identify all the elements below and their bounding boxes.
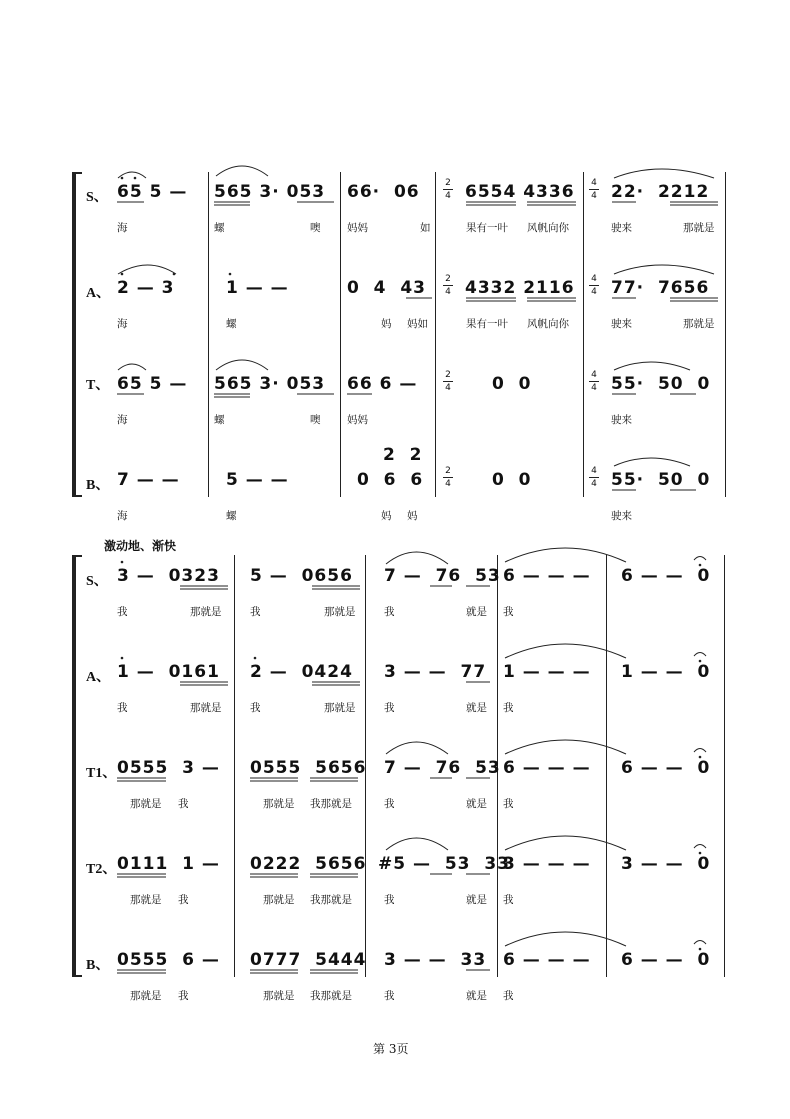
measure: 565 3· 053 (214, 374, 326, 394)
measure: 6 — — — (503, 758, 591, 778)
measure: 0 4 43 (347, 278, 426, 298)
lyric: 那就是 (130, 990, 162, 1002)
time-signature-2-4: 2 4 (443, 370, 453, 393)
measure: 3 — — 33 (384, 950, 487, 970)
measure: 65 5 — (117, 374, 188, 394)
lyric: 我 (178, 798, 189, 810)
time-signature-2-4: 2 4 (443, 466, 453, 489)
lyric: 我 (503, 990, 514, 1002)
time-signature-4-4: 4 4 (589, 274, 599, 297)
measure: 7 — 76 53 (384, 758, 501, 778)
lyric: 海 (117, 510, 128, 522)
part-label-bass: B、 (86, 478, 110, 493)
slur (614, 169, 714, 178)
measure: 55· 50 0 (611, 374, 711, 394)
octave-dot (254, 657, 257, 660)
measure: 1 — — (226, 278, 289, 298)
lyric: 妈妈 (347, 414, 368, 426)
lyric: 妈妈 (347, 222, 368, 234)
lyric: 那就是 (130, 798, 162, 810)
measure: 6 — — — (503, 950, 591, 970)
octave-dot (699, 852, 702, 855)
part-label-tenor-1: T1、 (86, 766, 117, 781)
lyric: 我 (117, 606, 128, 618)
lyric: 我 (503, 702, 514, 714)
slur (614, 458, 690, 466)
lyric: 我那就是 (310, 990, 352, 1002)
lyric: 螺 (214, 222, 225, 234)
lyric: 我 (250, 606, 261, 618)
measure: 7 — 76 53 (384, 566, 501, 586)
lyric: 那就是 (130, 894, 162, 906)
lyric: 我 (117, 702, 128, 714)
measure: 565 3· 053 (214, 182, 326, 202)
measure: 65 5 — (117, 182, 188, 202)
lyric: 螺 (226, 510, 237, 522)
lyric: 我 (384, 702, 395, 714)
part-label-tenor-2: T2、 (86, 862, 117, 877)
octave-dot (699, 948, 702, 951)
measure: 2 — 3 (117, 278, 175, 298)
lyric: 那就是 (683, 222, 715, 234)
part-label-soprano: S、 (86, 190, 108, 205)
lyric: 妈 (381, 318, 392, 330)
measure: 22· 2212 (611, 182, 710, 202)
lyric: 我 (503, 606, 514, 618)
lyric: 噢 (310, 222, 321, 234)
measure: 6 — — 0 (621, 950, 711, 970)
octave-dot (121, 561, 124, 564)
measure: 0111 1 — (117, 854, 220, 874)
measure: 5 — — (226, 470, 289, 490)
measure: 0 6 6 (357, 470, 424, 490)
measure: 0555 3 — (117, 758, 220, 778)
octave-dot (121, 657, 124, 660)
lyric: 那就是 (324, 606, 356, 618)
measure: 0555 5656 (250, 758, 367, 778)
slur (505, 740, 626, 754)
measure: 6 — — — (503, 566, 591, 586)
fermata (694, 749, 706, 753)
lyric: 那就是 (190, 702, 222, 714)
lyric: 螺 (214, 414, 225, 426)
slur (505, 836, 626, 850)
measure: 7 — — (117, 470, 180, 490)
slur (505, 932, 626, 946)
slur (386, 742, 448, 754)
lyric: 那就是 (190, 606, 222, 618)
octave-dot (173, 273, 176, 276)
part-label-alto: A、 (86, 286, 111, 301)
lyric: 海 (117, 222, 128, 234)
lyric: 果有一叶 (466, 222, 508, 234)
measure: 4332 2116 (465, 278, 575, 298)
time-signature-4-4: 4 4 (589, 466, 599, 489)
measure: 1 — — — (503, 662, 591, 682)
lyric: 噢 (310, 414, 321, 426)
fermata (694, 557, 706, 561)
measure: 66 6 — (347, 374, 418, 394)
octave-dot (121, 273, 124, 276)
slur (118, 364, 146, 370)
lyric: 驶来 (611, 318, 632, 330)
lyric: 果有一叶 (466, 318, 508, 330)
part-label-alto: A、 (86, 670, 111, 685)
lyric: 驶来 (611, 414, 632, 426)
measure: 0777 5444 (250, 950, 367, 970)
lyric: 风帆向你 (527, 318, 569, 330)
measure: 1 — — 0 (621, 662, 711, 682)
slur (118, 265, 176, 274)
measure: #5 — 53 33 (378, 854, 510, 874)
lyric: 就是 (466, 894, 487, 906)
measure: 0555 6 — (117, 950, 220, 970)
part-label-soprano: S、 (86, 574, 108, 589)
measure: 5 — 0656 (250, 566, 353, 586)
measure-upper-voice: 2 2 (383, 445, 423, 465)
fermata (694, 845, 706, 849)
lyric: 那就是 (324, 702, 356, 714)
measure: 1 — 0161 (117, 662, 220, 682)
measure: 3 — — — (503, 854, 591, 874)
lyric: 就是 (466, 798, 487, 810)
fermata (694, 653, 706, 657)
time-signature-2-4: 2 4 (443, 274, 453, 297)
octave-dot (134, 177, 137, 180)
measure: 3 — — 77 (384, 662, 487, 682)
lyric: 我 (384, 990, 395, 1002)
slur (505, 644, 626, 658)
slur (386, 552, 448, 564)
part-label-bass: B、 (86, 958, 110, 973)
slur (614, 265, 714, 274)
measure: 0 0 (492, 374, 532, 394)
measure: 3 — — 0 (621, 854, 711, 874)
lyric: 我 (384, 894, 395, 906)
measure: 0 0 (492, 470, 532, 490)
lyric: 海 (117, 318, 128, 330)
lyric: 风帆向你 (527, 222, 569, 234)
lyric: 我 (384, 798, 395, 810)
lyric: 驶来 (611, 222, 632, 234)
part-label-tenor: T、 (86, 378, 110, 393)
octave-dot (121, 177, 124, 180)
lyric: 我 (503, 798, 514, 810)
time-signature-2-4: 2 4 (443, 178, 453, 201)
lyric: 螺 (226, 318, 237, 330)
lyric: 我 (503, 894, 514, 906)
lyric: 驶来 (611, 510, 632, 522)
octave-dot (699, 660, 702, 663)
fermata (694, 941, 706, 945)
octave-dot (699, 756, 702, 759)
slur (614, 362, 690, 370)
lyric: 那就是 (263, 894, 295, 906)
measure: 6554 4336 (465, 182, 575, 202)
slur (386, 838, 448, 850)
slur (505, 548, 626, 562)
tempo-marking: 激动地、渐快 (104, 539, 177, 553)
lyric: 我 (384, 606, 395, 618)
measure: 77· 7656 (611, 278, 710, 298)
measure: 55· 50 0 (611, 470, 711, 490)
lyric: 那就是 (263, 798, 295, 810)
time-signature-4-4: 4 4 (589, 178, 599, 201)
measure: 66· 06 (347, 182, 420, 202)
measure: 6 — — 0 (621, 566, 711, 586)
lyric: 就是 (466, 990, 487, 1002)
lyric: 妈如 (407, 318, 428, 330)
octave-dot (229, 273, 232, 276)
lyric: 海 (117, 414, 128, 426)
lyric: 就是 (466, 606, 487, 618)
measure: 2 — 0424 (250, 662, 353, 682)
page-number: 第 3页 (373, 1042, 409, 1056)
lyric: 我 (178, 990, 189, 1002)
lyric: 我那就是 (310, 894, 352, 906)
lyric: 我 (178, 894, 189, 906)
lyric: 那就是 (263, 990, 295, 1002)
measure: 3 — 0323 (117, 566, 220, 586)
lyric: 妈 (407, 510, 418, 522)
lyric: 我那就是 (310, 798, 352, 810)
measure: 6 — — 0 (621, 758, 711, 778)
lyric: 那就是 (683, 318, 715, 330)
lyric: 如 (420, 222, 431, 234)
slur (216, 360, 268, 370)
measure: 0222 5656 (250, 854, 367, 874)
slur (216, 166, 268, 176)
lyric: 就是 (466, 702, 487, 714)
lyric: 妈 (381, 510, 392, 522)
octave-dot (699, 564, 702, 567)
lyric: 我 (250, 702, 261, 714)
time-signature-4-4: 4 4 (589, 370, 599, 393)
